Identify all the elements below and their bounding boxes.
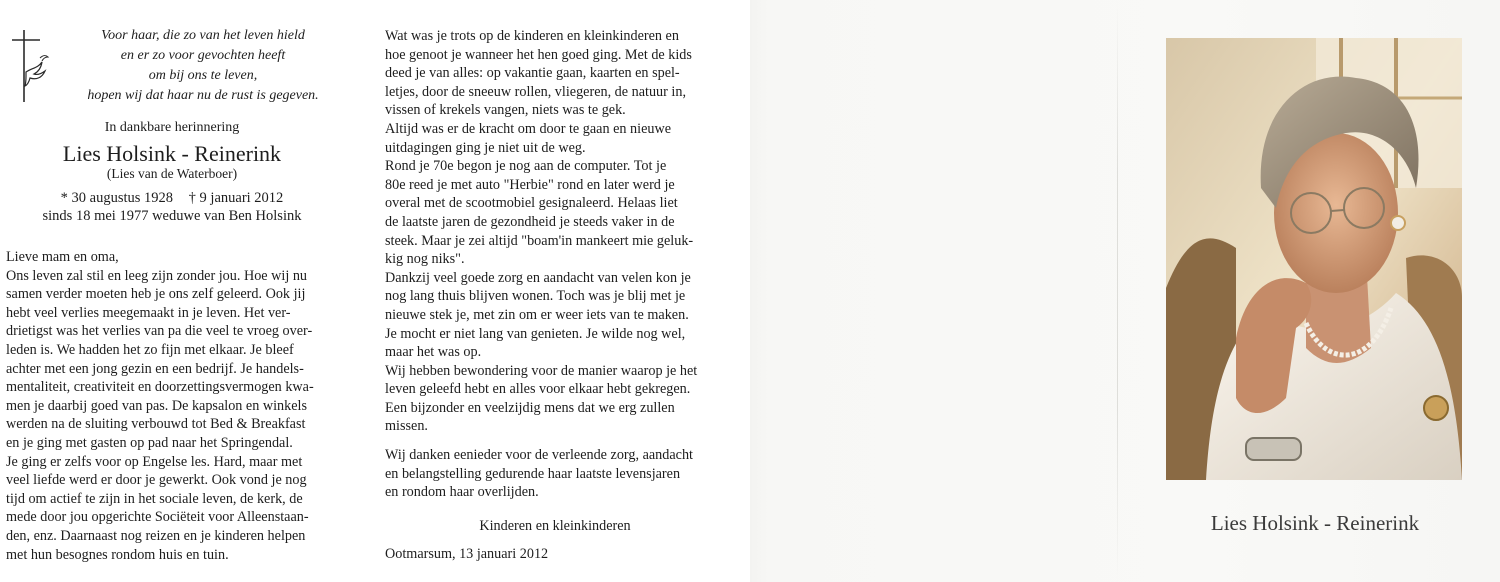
text-line: steek. Maar je zei altijd "boam'in mankeert mie geluk- (385, 232, 694, 249)
cross-dove-icon (10, 28, 50, 104)
poem-line: Voor haar, die zo van het leven hield (101, 28, 305, 43)
text-line: Rond je 70e begon je nog aan de computer. Tot je (385, 158, 667, 175)
text-line: Dankzij veel goede zorg en aandacht van velen kon je (385, 269, 691, 286)
signature: Kinderen en kleinkinderen (479, 518, 631, 534)
text-line: 80e reed je met auto "Herbie" rond en later werd je (385, 176, 675, 193)
text-line: Lieve mam en oma, (6, 249, 119, 265)
text-line: missen. (385, 418, 428, 435)
text-line: achter met een jong gezin en een bedrijf. Je handels- (6, 360, 304, 377)
poem-line: en er zo voor gevochten heeft (120, 48, 286, 63)
text-line: en je ging met gasten op pad naar het Springendal. (6, 434, 293, 451)
text-line: en belangstelling gedurende haar laatste levensjaren (385, 465, 681, 482)
text-line: tijd om actief te zijn in het sociale leven, de kerk, de (6, 490, 303, 507)
text-line: deed je van alles: op vakantie gaan, kaarten en spel- (385, 65, 680, 82)
text-line: Je ging er zelfs voor op Engelse les. Hard, maar met (6, 453, 303, 470)
text-line: vissen of krekels vangen, niets was te gek. (385, 102, 626, 119)
text-line: de laatste jaren de gezondheid je steeds vaker in de (385, 213, 675, 230)
text-line: mentaliteit, creativiteit en doorzettingsvermogen kwa- (6, 379, 314, 396)
text-line: werden na de sluiting verbouwd tot Bed & Breakfast (6, 416, 306, 433)
cover-name: Lies Holsink - Reinerink (1210, 511, 1420, 535)
text-line: nieuwe stek je, met zin om er weer iets van te maken. (385, 306, 689, 323)
text-line: leden is. We hadden het zo fijn met elkaar. Je bleef (6, 341, 294, 358)
text-line: hoe genoot je wanneer het hen goed ging. Met de kids (385, 46, 692, 63)
life-dates (0, 190, 344, 207)
place-date: Ootmarsum, 13 januari 2012 (385, 546, 549, 562)
text-line: Altijd was er de kracht om door te gaan en nieuwe (385, 120, 672, 137)
fold-line (1117, 0, 1118, 582)
widow-line: sinds 18 mei 1977 weduwe van Ben Holsink (42, 208, 302, 224)
letter-column-1 (6, 248, 346, 564)
text-line: letjes, door de sneeuw rollen, vliegeren, de natuur in, (385, 83, 686, 100)
text-line: Wat was je trots op de kinderen en kleinkinderen en (385, 28, 679, 44)
text-line: Wij danken eenieder voor de verleende zorg, aandacht (385, 447, 693, 464)
text-line: uitdagingen ging je niet uit de weg. (385, 139, 586, 156)
text-line: kig nog niks". (385, 251, 465, 268)
text-line: veel liefde werd er door je gewerkt. Ook vond je nog (6, 472, 307, 489)
death-date: † 9 januari 2012 (188, 190, 284, 206)
birth-date: * 30 augustus 1928 (60, 190, 174, 206)
portrait-photo (1166, 38, 1462, 480)
text-line: nog lang thuis blijven wonen. Toch was je blij met je (385, 288, 686, 305)
text-line: den, enz. Daarnaast nog reizen en je kinderen helpen (6, 527, 306, 544)
text-line: Je mocht er niet lang van genieten. Je wilde nog wel, (385, 325, 686, 342)
text-line: hebt veel verlies meegemaakt in je leven. Het ver- (6, 304, 291, 321)
text-line: Wij hebben bewondering voor de manier waarop je het (385, 362, 698, 379)
portrait-image (1166, 38, 1462, 480)
poem (60, 26, 346, 106)
text-line: samen verder moeten heb je ons zelf geleerd. Ook jij (6, 286, 306, 303)
poem-line: hopen wij dat haar nu de rust is gegeven. (87, 88, 319, 103)
nickname: (Lies van de Waterboer) (106, 166, 238, 181)
text-line: leven geleefd hebt en alles voor elkaar hebt gekregen. (385, 381, 691, 398)
dedication: In dankbare herinnering (104, 120, 240, 135)
text-line: Een bijzonder en veelzijdig mens dat we erg zullen (385, 399, 675, 416)
text-line: met hun besognes rondom huis en tuin. (6, 546, 229, 563)
deceased-name: Lies Holsink - Reinerink (62, 141, 282, 166)
text-line: men je daarbij goed van pas. De kapsalon en winkels (6, 397, 307, 414)
text-line: en rondom haar overlijden. (385, 484, 539, 501)
text-line: mede door jou opgerichte Sociëteit voor Alleenstaan- (6, 509, 309, 526)
text-line: maar het was op. (385, 344, 482, 361)
text-line: overal met de scootmobiel gesignaleerd. Helaas liet (385, 195, 678, 212)
text-line: drietigst was het verlies van pa die veel te vroeg over- (6, 323, 313, 340)
text-line: Ons leven zal stil en leeg zijn zonder jou. Hoe wij nu (6, 267, 308, 284)
poem-line: om bij ons te leven, (148, 68, 258, 83)
paragraph-gap (385, 436, 725, 446)
letter-column-2 (385, 27, 725, 502)
